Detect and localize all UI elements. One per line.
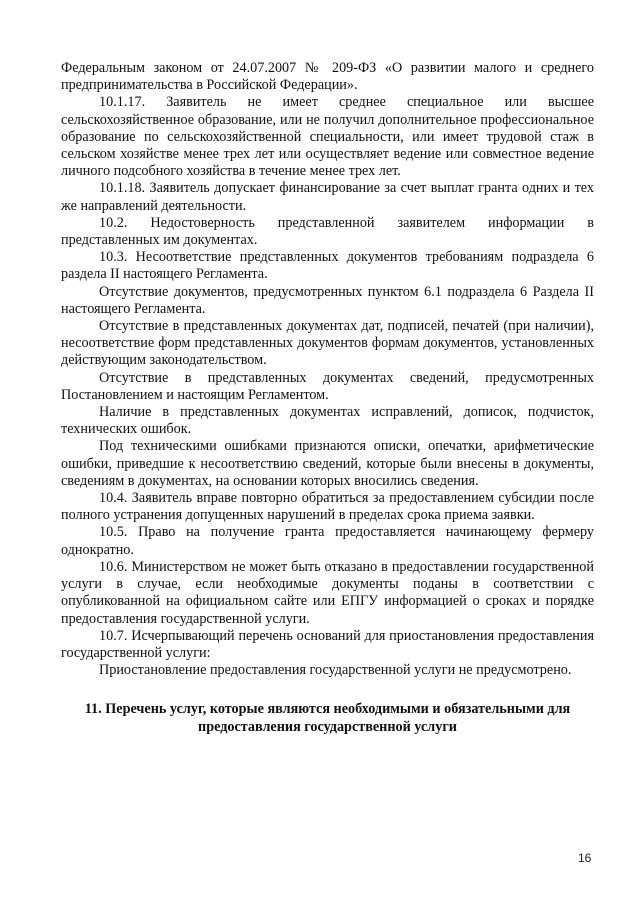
page-number: 16 [578,851,592,865]
paragraph-10-1-18: 10.1.18. Заявитель допускает финансирование за счет выплат гранта одних и тех же направлений деятельности. [61,180,594,214]
paragraph-10-2: 10.2. Недостоверность представленной заявителем информации в представленных им документах. [61,214,594,249]
paragraph-10-4: 10.4. Заявитель вправе повторно обратиться за предоставлением субсидии после полного устранения допущенных нарушений в пределах срока приема заявки. [61,490,594,524]
paragraph-suspension: Приостановление предоставления государственной услуги не предусмотрено. [99,662,572,679]
paragraph-10-1-17: 10.1.17. Заявитель не имеет среднее специальное или высшее сельскохозяйственное образование, или не получил дополнительное профессиональное образование по сельскохозяйственной специальности, или имеет трудовой стаж в сельском хозяйстве менее трех лет или осуществляет ведение или совместное ведение личного подсобного хозяйства в течение менее трех лет. [61,94,594,180]
paragraph-10-5: 10.5. Право на получение гранта предоставляется начинающему фермеру однократно. [61,524,594,558]
paragraph-10-7: 10.7. Исчерпывающий перечень оснований для приостановления предоставления государственной услуги: [61,627,594,661]
paragraph-law-reference: Федеральным законом от 24.07.2007 № 209-ФЗ «О развитии малого и среднего предпринимательства в Российской Федерации». [61,60,594,94]
paragraph-10-6: 10.6. Министерством не может быть отказано в предоставлении государственной услуги в случае, если необходимые документы поданы в соответствии с опубликованной на официальном сайте или ЕПГУ информацией о сроках и порядке предоставления государственной услуги. [61,558,594,627]
paragraph-missing-information: Отсутствие в представленных документах сведений, предусмотренных Постановлением и настоящим Регламентом. [61,369,594,403]
paragraph-missing-documents: Отсутствие документов, предусмотренных пунктом 6.1 подраздела 6 Раздела II настоящего Регламента. [61,283,594,317]
section-heading: 11. Перечень услуг, которые являются необходимыми и обязательными для предоставления государственной услуги [84,701,571,735]
paragraph-10-3: 10.3. Несоответствие представленных документов требованиям подраздела 6 раздела II настоящего Регламента. [61,249,594,283]
paragraph-missing-dates-signatures: Отсутствие в представленных документах дат, подписей, печатей (при наличии), несоответствие форм представленных документов формам документов, установленных действующим законодательством. [61,318,594,369]
paragraph-corrections: Наличие в представленных документах исправлений, дописок, подчисток, технических ошибок. [61,404,594,438]
paragraph-technical-errors: Под техническими ошибками признаются описки, опечатки, арифметические ошибки, приведшие к несоответствию сведений, которые были внесены в документы, сведениям в документах, на основании которых вносились сведения. [61,438,594,489]
document-page [61,60,594,736]
